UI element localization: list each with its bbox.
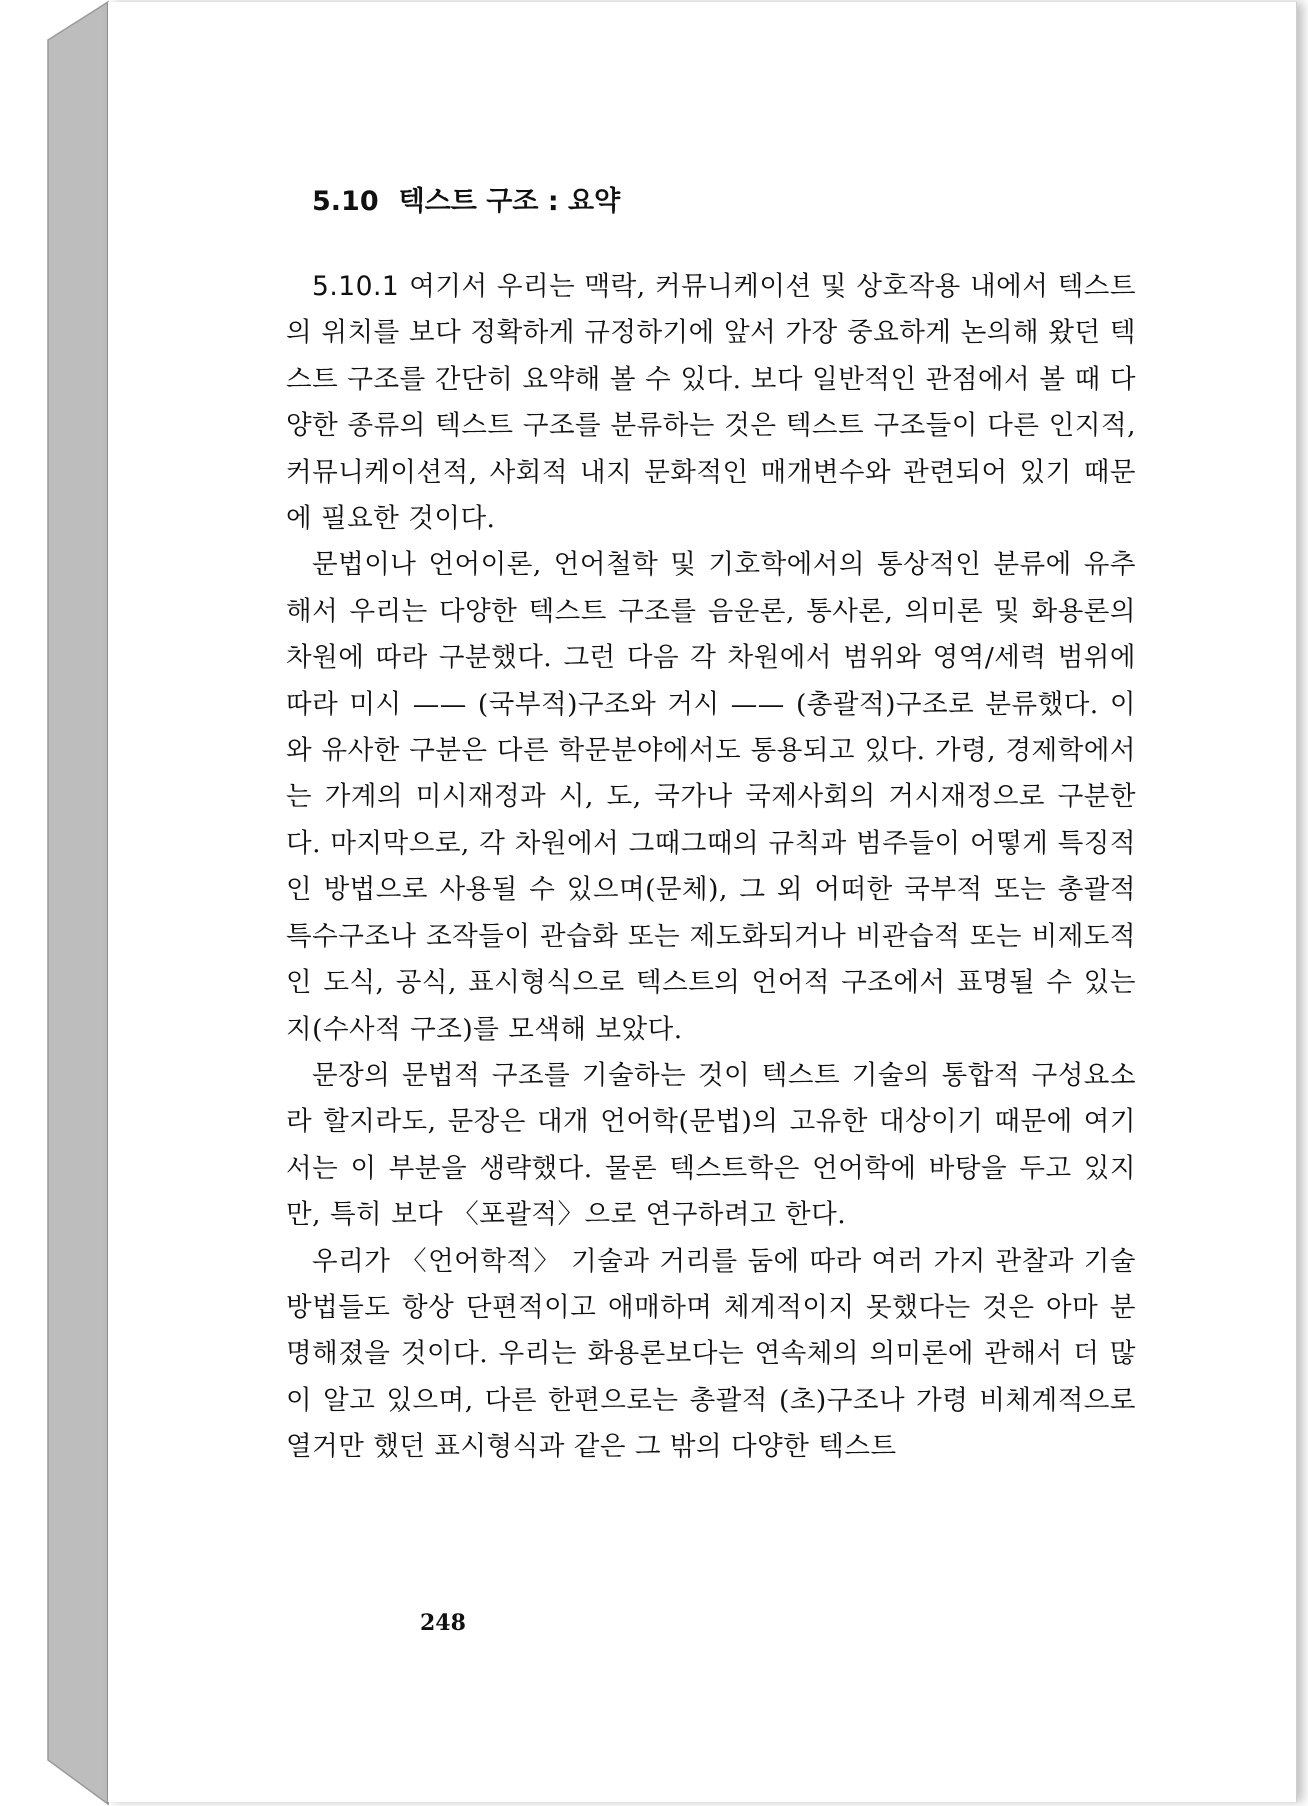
section-title: 텍스트 구조 : 요약	[398, 186, 621, 217]
paragraph-text: 우리가 〈언어학적〉 기술과 거리를 둠에 따라 여러 가지 관찰과 기술방법들도 항상 단편적이고 애매하며 체계적이지 못했다는 것은 아마 분명해졌을 것이다. 우리는 화용론보다는 연속체의 의미론에 관해서 더 많이 알고 있으며, 다른 한편으로는 총괄적 (초)구조나 가령 비체계적으로 열거만 했던 표시형식과 같은 그 밖의 다양한 텍스트	[286, 1245, 1136, 1463]
paragraph-text: 여기서 우리는 맥락, 커뮤니케이션 및 상호작용 내에서 텍스트의 위치를 보다 정확하게 규정하기에 앞서 가장 중요하게 논의해 왔던 텍스트 구조를 간단히 요약해 볼 수 있다. 보다 일반적인 관점에서 볼 때 다양한 종류의 텍스트 구조를 분류하는 것은 텍스트 구조들이 다른 인지적, 커뮤니케이션적, 사회적 내지 문화적인 매개변수와 관련되어 있기 때문에 필요한 것이다.	[286, 271, 1136, 535]
paragraph-text: 문장의 문법적 구조를 기술하는 것이 텍스트 기술의 통합적 구성요소라 할지라도, 문장은 대개 언어학(문법)의 고유한 대상이기 때문에 여기서는 이 부분을 생략했다. 물론 텍스트학은 언어학에 바탕을 두고 있지만, 특히 보다 〈포괄적〉으로 연구하려고 한다.	[286, 1059, 1136, 1231]
book-page	[108, 2, 1297, 1802]
page-number: 248	[420, 1610, 466, 1636]
paragraph-5-10-1	[286, 264, 1136, 542]
paragraph	[286, 1239, 1136, 1471]
paragraph-number: 5.10.1	[312, 271, 400, 302]
paragraph	[286, 1053, 1136, 1239]
paragraph	[286, 542, 1136, 1052]
page-content	[286, 182, 1136, 1471]
section-number: 5.10	[312, 186, 379, 217]
paragraph-text: 문법이나 언어이론, 언어철학 및 기호학에서의 통상적인 분류에 유추해서 우리는 다양한 텍스트 구조를 음운론, 통사론, 의미론 및 화용론의 차원에 따라 구분했다. 그런 다음 각 차원에서 범위와 영역/세력 범위에 따라 미시 —— (국부적)구조와 거시 —— (총괄적)구조로 분류했다. 이와 유사한 구분은 다른 학문분야에서도 통용되고 있다. 가령, 경제학에서는 가계의 미시재정과 시, 도, 국가나 국제사회의 거시재정으로 구분한다. 마지막으로, 각 차원에서 그때그때의 규칙과 범주들이 어떻게 특징적인 방법으로 사용될 수 있으며(문체), 그 외 어떠한 국부적 또는 총괄적 특수구조나 조작들이 관습화 또는 제도화되거나 비관습적 또는 비제도적인 도식, 공식, 표시형식으로 텍스트의 언어적 구조에서 표명될 수 있는지(수사적 구조)를 모색해 보았다.	[286, 549, 1136, 1045]
section-heading	[312, 182, 1136, 222]
